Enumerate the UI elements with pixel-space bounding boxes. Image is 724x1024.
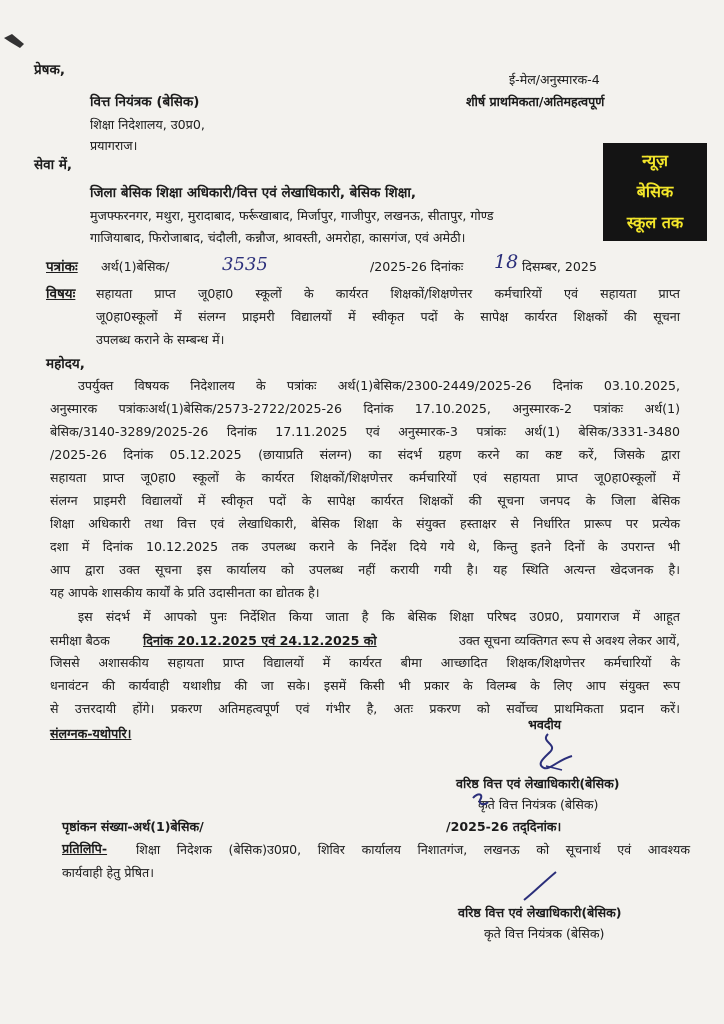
recipient-label: सेवा में, xyxy=(34,157,73,173)
priority-label: शीर्ष प्राथमिकता/अतिमहत्वपूर्ण xyxy=(466,94,605,109)
letter-ref-day: 18 xyxy=(494,251,519,273)
badge-line-3: स्कूल तक xyxy=(626,213,684,232)
closing: भवदीय xyxy=(528,717,562,732)
para1-line: बेसिक/3140-3289/2025-26 दिनांक 17.11.2025 एवं अनुस्मारक-3 पत्रांकः अर्थ(1) बेसिक/3331-3480 xyxy=(50,424,680,439)
badge-line-1: न्यूज़ xyxy=(642,151,668,170)
copy-line-2: कार्यवाही हेतु प्रेषित। xyxy=(62,865,154,880)
para1-line: शिक्षा अधिकारी तथा वित्त एवं लेखाधिकारी, बेसिक शिक्षा के संयुक्त हस्ताक्षर से निर्धारित प्रारूप पर प्रत्येक xyxy=(50,516,680,531)
endorsement-number-label: पृष्ठांकन संख्या-अर्थ(1)बेसिक/ xyxy=(62,819,204,834)
letter-ref-prefix: अर्थ(1)बेसिक/ xyxy=(101,259,170,274)
subject-line-3: उपलब्ध कराने के सम्बन्ध में। xyxy=(96,332,225,347)
letter-ref-number: 3535 xyxy=(222,254,268,275)
news-badge xyxy=(603,143,707,241)
sender-office: शिक्षा निदेशालय, उ0प्र0, xyxy=(90,117,205,132)
corner-mark-icon xyxy=(2,30,28,54)
signatory-2-behalf: कृते वित्त नियंत्रक (बेसिक) xyxy=(484,926,605,941)
letter-ref-label: पत्रांकः xyxy=(46,259,78,275)
para1-line: सहायता प्राप्त जू0हा0 स्कूलों के कार्यरत शिक्षकों/शिक्षणेत्तर कर्मचारियों एवं सहायता प्राप्त जू0हा0स्कूलों में xyxy=(50,470,680,485)
recipient-title: जिला बेसिक शिक्षा अधिकारी/वित्त एवं लेखाधिकारी, बेसिक शिक्षा, xyxy=(90,185,417,201)
review-meeting-dates: दिनांक 20.12.2025 एवं 24.12.2025 को xyxy=(143,633,377,648)
para1-line: अनुस्मारक पत्रांकःअर्थ(1)बेसिक/2573-2722/2025-26 दिनांक 17.10.2025, अनुस्मारक-2 पत्रांकः अर्थ(1) xyxy=(50,401,680,416)
recipient-districts-1: मुजफ्फरनगर, मथुरा, मुरादाबाद, फर्रूखाबाद, मिर्जापुर, गाजीपुर, लखनऊ, सीतापुर, गोण्ड xyxy=(90,208,494,223)
para1-line: दशा में दिनांक 10.12.2025 तक उपलब्ध कराने के निर्देश दिये गये थे, किन्तु इतने दिनों के उपरान्त भी xyxy=(50,539,680,554)
sender-label: प्रेषक, xyxy=(34,62,65,78)
para1-line: /2025-26 दिनांक 05.12.2025 (छायाप्रति संलग्न) का संदर्भ ग्रहण करने का कष्ट करें, जिसके द्वारा xyxy=(50,447,680,462)
endorsement-number-date: /2025-26 तद्‌दिनांक। xyxy=(446,819,562,834)
signatory-2-designation: वरिष्ठ वित्त एवं लेखाधिकारी(बेसिक) xyxy=(458,905,622,920)
para1-line: संलग्न प्राइमरी विद्यालयों में स्वीकृत पदों के सापेक्ष कार्यरत शिक्षकों की सूचना जनपद के जिला बेसिक xyxy=(50,493,680,508)
copy-label: प्रतिलिपि- xyxy=(62,841,108,856)
sender-city: प्रयागराज। xyxy=(90,138,138,153)
para1-line: आप द्वारा उक्त सूचना इस कार्यालय को उपलब्ध नहीं करायी गयी है। यह स्थिति अत्यन्त खेदजनक है। xyxy=(50,562,680,577)
letter-ref-month-year: दिसम्बर, 2025 xyxy=(522,259,597,274)
enclosure-label: संलग्नक-यथोपरि। xyxy=(50,726,132,741)
para2-line-5: से उत्तरदायी होंगे। प्रकरण अतिमहत्वपूर्ण एवं गंभीर है, अतः प्रकरण को सर्वोच्च प्राथमिकता प्रदान करें। xyxy=(50,701,680,716)
sender-designation: वित्त नियंत्रक (बेसिक) xyxy=(90,94,200,110)
signature-2 xyxy=(520,868,560,904)
letter-ref-middle: /2025-26 दिनांकः xyxy=(370,259,464,274)
initial-mark-icon xyxy=(470,790,492,810)
signatory-1-designation: वरिष्ठ वित्त एवं लेखाधिकारी(बेसिक) xyxy=(456,776,620,791)
para2-line-2-start: समीक्षा बैठक xyxy=(50,633,110,648)
signature-1 xyxy=(528,732,580,772)
copy-line-1: शिक्षा निदेशक (बेसिक)उ0प्र0, शिविर कार्यालय निशातगंज, लखनऊ को सूचनार्थ एवं आवश्यक xyxy=(136,842,690,857)
para1-line: यह आपके शासकीय कार्यों के प्रति उदासीनता का द्योतक है। xyxy=(50,585,320,600)
recipient-districts-2: गाजियाबाद, फिरोजाबाद, चंदौली, कन्नौज, श्रावस्ती, अमरोहा, कासगंज, एवं अमेठी। xyxy=(90,230,466,245)
para2-line-1: इस संदर्भ में आपको पुनः निर्देशित किया जाता है कि बेसिक शिक्षा परिषद उ0प्र0, प्रयागराज में आहूत xyxy=(78,609,680,624)
salutation: महोदय, xyxy=(46,356,85,372)
subject-line-1: सहायता प्राप्त जू0हा0 स्कूलों के कार्यरत शिक्षकों/शिक्षणेत्तर कर्मचारियों एवं सहायता प्राप्त xyxy=(96,286,680,301)
para1-line: उपर्युक्त विषयक निदेशालय के पत्रांकः अर्थ(1)बेसिक/2300-2449/2025-26 दिनांक 03.10.2025, xyxy=(78,378,680,393)
subject-line-2: जू0हा0स्कूलों में संलग्न प्राइमरी विद्यालयों में स्वीकृत पदों के सापेक्ष कार्यरत शिक्षकों की सूचना xyxy=(96,309,680,324)
signatory-1-behalf: कृते वित्त नियंत्रक (बेसिक) xyxy=(478,797,599,812)
para2-line-4: धनावंटन की कार्यवाही यथाशीघ्र की जा सके। इसमें किसी भी प्रकार के विलम्ब के लिए आप संयुक्त रूप xyxy=(50,678,680,693)
para2-line-2-end: उक्त सूचना व्यक्तिगत रूप से अवश्य लेकर आयें, xyxy=(459,633,680,648)
para2-line-3: जिससे अशासकीय सहायता प्राप्त विद्यालयों में कार्यरत बीमा आच्छादित शिक्षक/शिक्षणेत्तर कर्मचारियों के xyxy=(50,655,680,670)
badge-line-2: बेसिक xyxy=(636,182,674,201)
email-reminder-label: ई-मेल/अनुस्मारक-4 xyxy=(509,72,600,87)
subject-label: विषयः xyxy=(46,286,76,302)
